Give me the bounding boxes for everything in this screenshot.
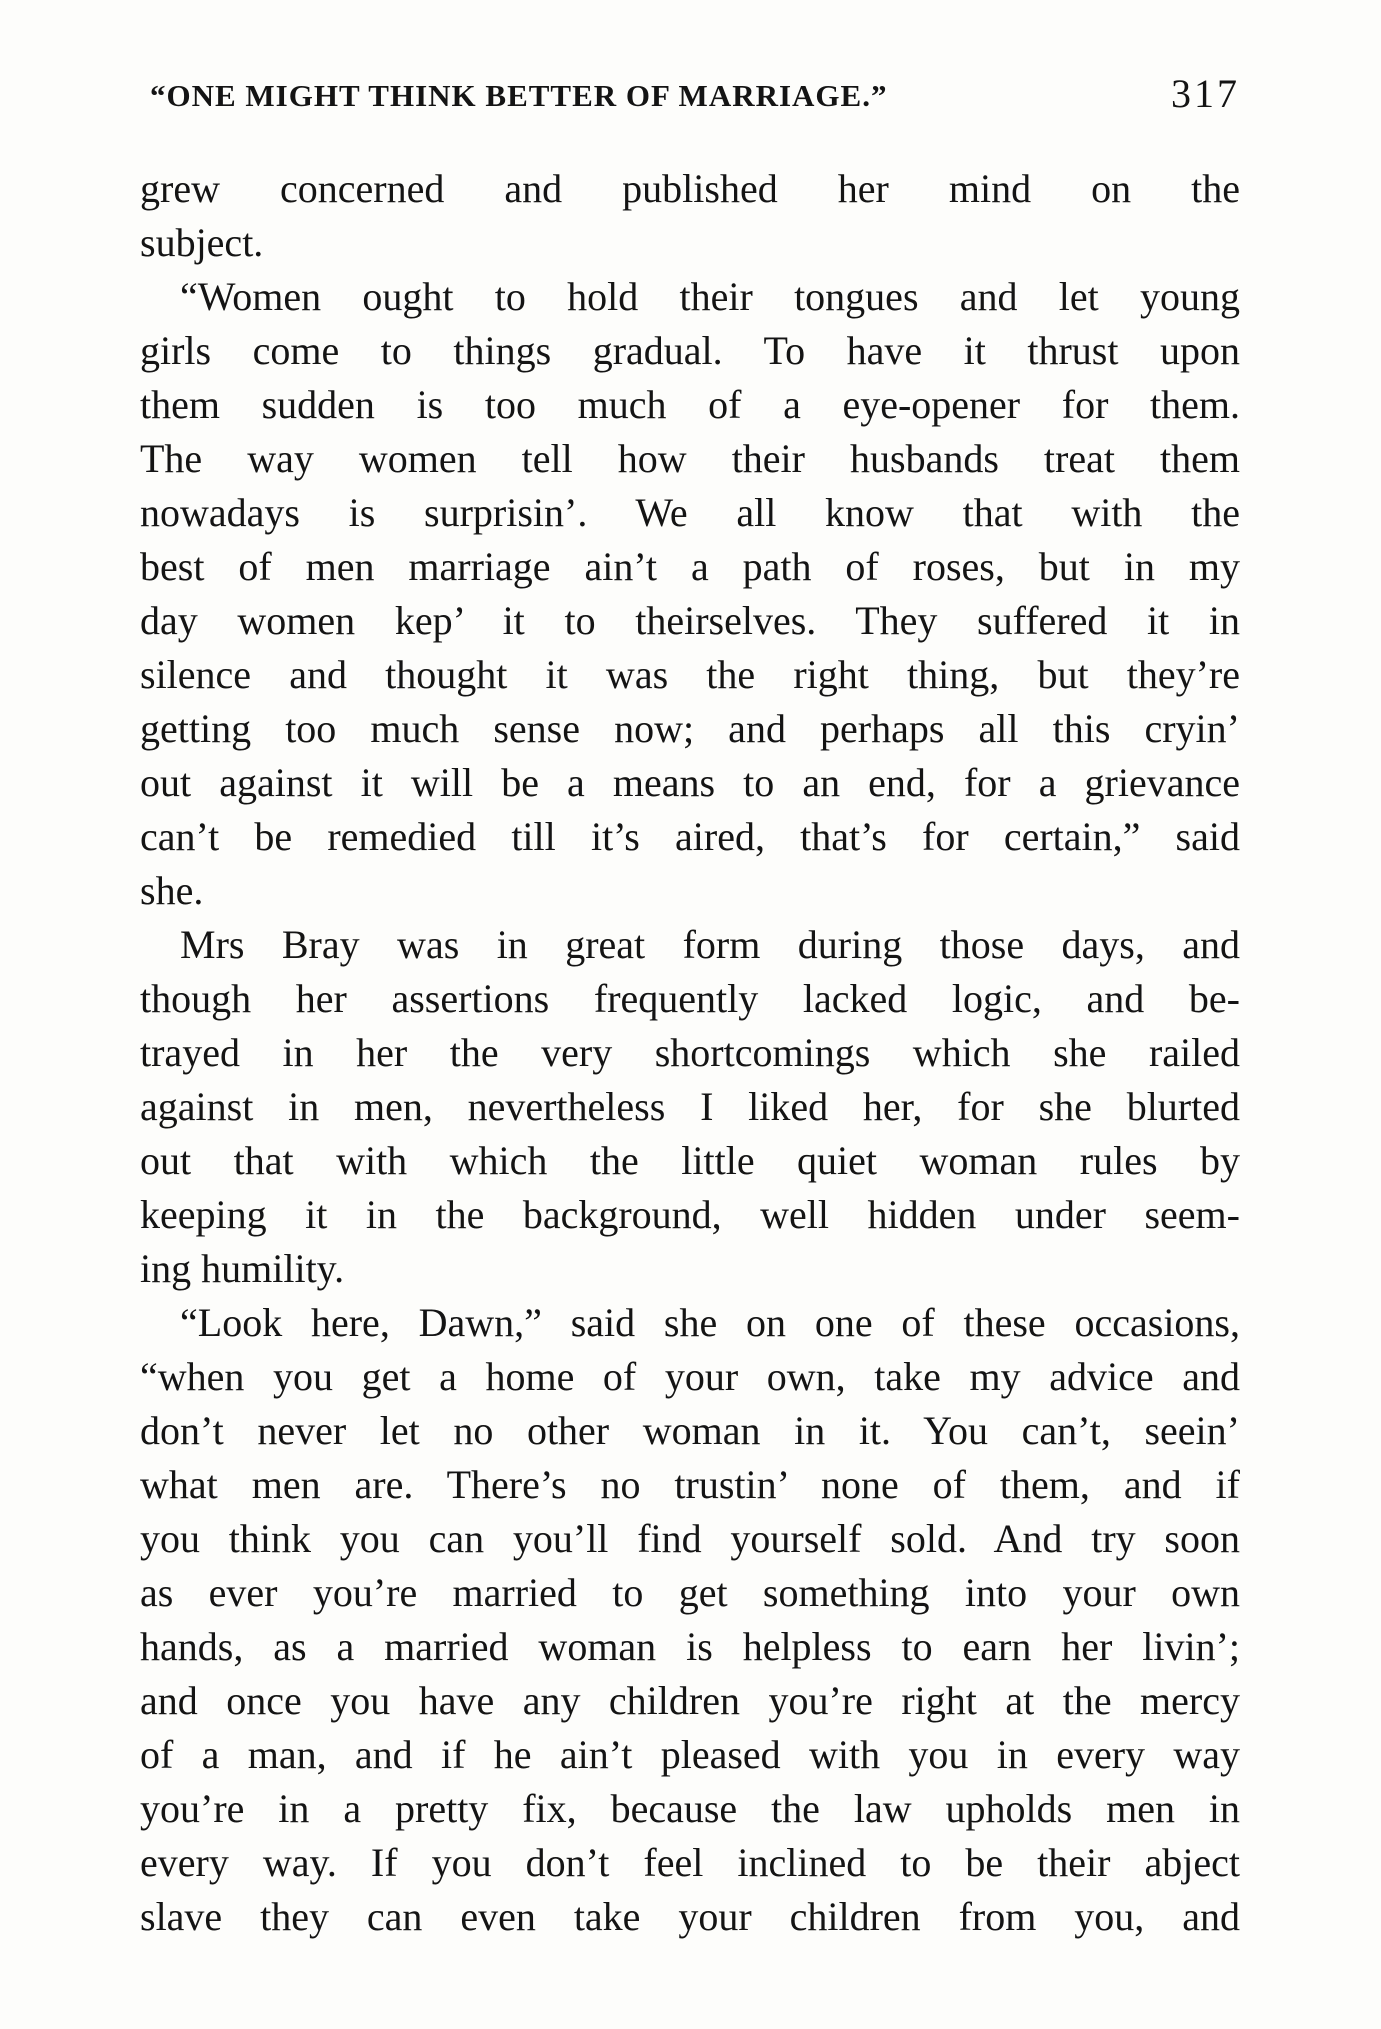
body-text bbox=[140, 162, 1240, 1944]
text-line: as ever you’re married to get something into your own bbox=[140, 1570, 1240, 1615]
text-line: hands, as a married woman is helpless to earn her livin’; bbox=[140, 1624, 1240, 1669]
text-line: she. bbox=[140, 868, 204, 913]
text-line: can’t be remedied till it’s aired, that’s for certain,” said bbox=[140, 814, 1240, 859]
text-line: best of men marriage ain’t a path of roses, but in my bbox=[140, 544, 1240, 589]
text-line: what men are. There’s no trustin’ none of them, and if bbox=[140, 1462, 1240, 1507]
text-line: nowadays is surprisin’. We all know that with the bbox=[140, 490, 1240, 535]
text-line: grew concerned and published her mind on the bbox=[140, 166, 1240, 211]
text-line: and once you have any children you’re right at the mercy bbox=[140, 1678, 1240, 1723]
text-line: out that with which the little quiet woman rules by bbox=[140, 1138, 1240, 1183]
text-line: don’t never let no other woman in it. You can’t, seein’ bbox=[140, 1408, 1240, 1453]
text-line: trayed in her the very shortcomings which she railed bbox=[140, 1030, 1240, 1075]
text-line: slave they can even take your children from you, and bbox=[140, 1894, 1240, 1939]
text-line: you think you can you’ll find yourself sold. And try soon bbox=[140, 1516, 1240, 1561]
text-line: though her assertions frequently lacked logic, and be- bbox=[140, 976, 1240, 1021]
text-line: ing humility. bbox=[140, 1246, 345, 1291]
text-line: The way women tell how their husbands treat them bbox=[140, 436, 1240, 481]
running-head bbox=[150, 70, 1240, 130]
text-line: every way. If you don’t feel inclined to be their abject bbox=[140, 1840, 1240, 1885]
text-line: against in men, nevertheless I liked her, for she blurted bbox=[140, 1084, 1240, 1129]
text-line: silence and thought it was the right thing, but they’re bbox=[140, 652, 1240, 697]
text-line: them sudden is too much of a eye-opener for them. bbox=[140, 382, 1240, 427]
text-line: you’re in a pretty fix, because the law upholds men in bbox=[140, 1786, 1240, 1831]
text-line: “Women ought to hold their tongues and let young bbox=[180, 274, 1240, 319]
text-line: getting too much sense now; and perhaps all this cryin’ bbox=[140, 706, 1240, 751]
text-line: “Look here, Dawn,” said she on one of these occasions, bbox=[180, 1300, 1240, 1345]
text-line: girls come to things gradual. To have it thrust upon bbox=[140, 328, 1240, 373]
text-line: of a man, and if he ain’t pleased with you in every way bbox=[140, 1732, 1240, 1777]
page-number: 317 bbox=[1171, 71, 1240, 116]
text-line: Mrs Bray was in great form during those days, and bbox=[180, 922, 1240, 967]
running-title: “ONE MIGHT THINK BETTER OF MARRIAGE.” bbox=[150, 78, 888, 113]
text-line: subject. bbox=[140, 220, 264, 265]
text-line: out against it will be a means to an end, for a grievance bbox=[140, 760, 1240, 805]
text-line: day women kep’ it to theirselves. They suffered it in bbox=[140, 598, 1240, 643]
text-line: “when you get a home of your own, take my advice and bbox=[140, 1354, 1240, 1399]
text-line: keeping it in the background, well hidden under seem- bbox=[140, 1192, 1240, 1237]
